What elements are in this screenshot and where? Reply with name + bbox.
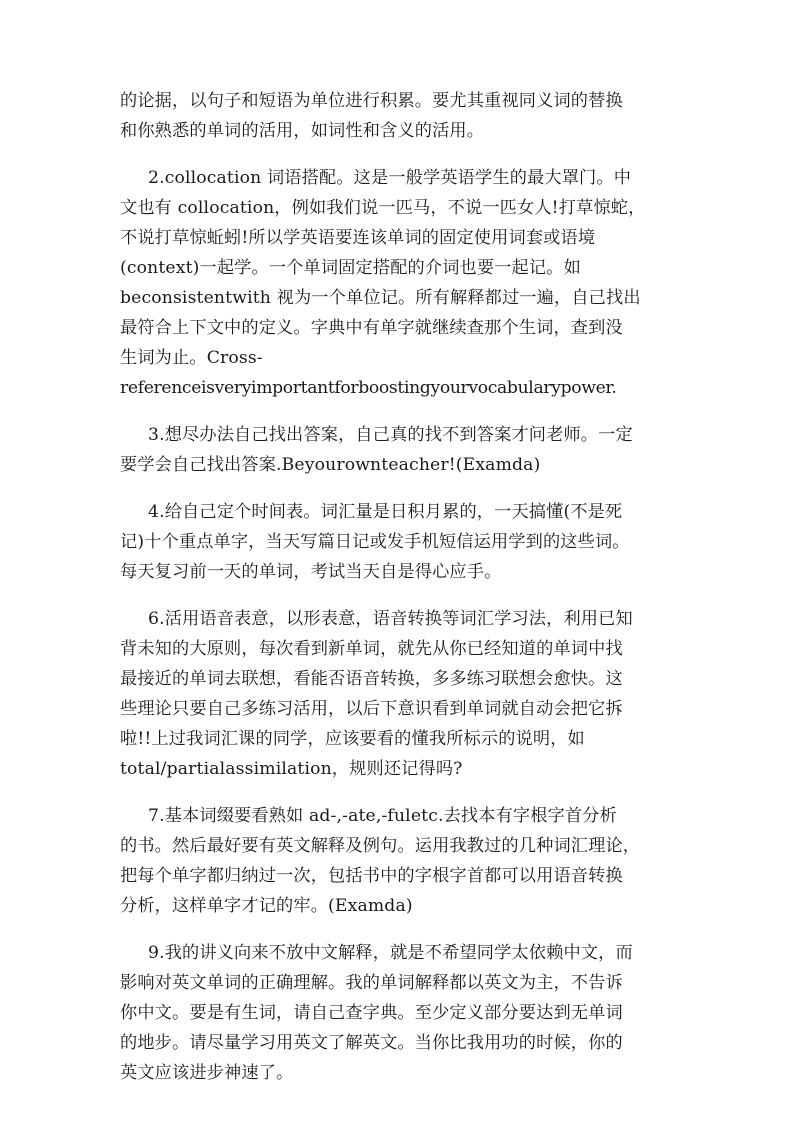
text-line: 7.基本词缀要看熟如 ad-,-ate,-fuletc.去找本有字根字首分析 — [148, 806, 617, 826]
text-line: 的地步。请尽量学习用英文了解英文。当你比我用功的时候，你的 — [120, 1033, 623, 1053]
text-line: 的论据，以句子和短语为单位进行积累。要尤其重视同义词的替换 — [120, 91, 623, 111]
text-line: 最接近的单词去联想，看能否语音转换，多多练习联想会愈快。这 — [120, 669, 623, 689]
text-line: 文也有 collocation，例如我们说一匹马，不说一匹女人!打草惊蛇， — [120, 198, 646, 218]
text-line: 英文应该进步神速了。 — [120, 1063, 294, 1083]
paragraph-item-6 — [120, 604, 680, 784]
text-line: 的书。然后最好要有英文解释及例句。运用我教过的几种词汇理论， — [120, 836, 641, 856]
text-line: 4.给自己定个时间表。词汇量是日积月累的，一天搞懂(不是死 — [148, 502, 623, 522]
text-line: total/partialassimilation，规则还记得吗? — [120, 759, 463, 779]
text-line: 9.我的讲义向来不放中文解释，就是不希望同学太依赖中文，而 — [148, 943, 633, 963]
text-line: 把每个单字都归纳过一次，包括书中的字根字首都可以用语音转换 — [120, 866, 623, 886]
text-line: (context)一起学。一个单词固定搭配的介词也要一起记。如 — [120, 258, 581, 278]
text-line: 和你熟悉的单词的活用，如词性和含义的活用。 — [120, 121, 485, 141]
text-line: 影响对英文单词的正确理解。我的单词解释都以英文为主，不告诉 — [120, 973, 623, 993]
text-line: 最符合上下文中的定义。字典中有单字就继续查那个生词，查到没 — [120, 318, 623, 338]
document-page — [120, 86, 680, 1105]
paragraph-item-9 — [120, 938, 680, 1088]
text-line: 要学会自己找出答案.Beyourownteacher!(Examda) — [120, 455, 541, 475]
text-line: 不说打草惊蚯蚓!所以学英语要连该单词的固定使用词套或语境 — [120, 228, 596, 248]
text-line: 记)十个重点单字，当天写篇日记或发手机短信运用学到的这些词。 — [120, 532, 630, 552]
text-line: 3.想尽办法自己找出答案，自己真的找不到答案才问老师。一定 — [148, 425, 633, 445]
text-line: 2.collocation 词语搭配。这是一般学英语学生的最大罩门。中 — [148, 168, 632, 188]
paragraph-continuation — [120, 86, 680, 146]
text-line: referenceisveryimportantforboostingyourvocabularypower. — [120, 378, 617, 398]
text-line: 啦!!上过我词汇课的同学，应该要看的懂我所标示的说明，如 — [120, 729, 585, 749]
paragraph-item-7 — [120, 801, 680, 921]
paragraph-item-4 — [120, 497, 680, 587]
text-line: 生词为止。Cross- — [120, 348, 263, 368]
text-line: 分析，这样单字才记的牢。(Examda) — [120, 896, 413, 916]
paragraph-item-3 — [120, 420, 680, 480]
paragraph-item-2 — [120, 163, 680, 403]
text-line: 6.活用语音表意，以形表意，语音转换等词汇学习法，利用已知 — [148, 609, 633, 629]
text-line: 你中文。要是有生词，请自己查字典。至少定义部分要达到无单词 — [120, 1003, 623, 1023]
text-line: beconsistentwith 视为一个单位记。所有解释都过一遍，自己找出 — [120, 288, 641, 308]
text-line: 每天复习前一天的单词，考试当天自是得心应手。 — [120, 562, 502, 582]
text-line: 些理论只要自己多练习活用，以后下意识看到单词就自动会把它拆 — [120, 699, 623, 719]
text-line: 背未知的大原则，每次看到新单词，就先从你已经知道的单词中找 — [120, 639, 623, 659]
